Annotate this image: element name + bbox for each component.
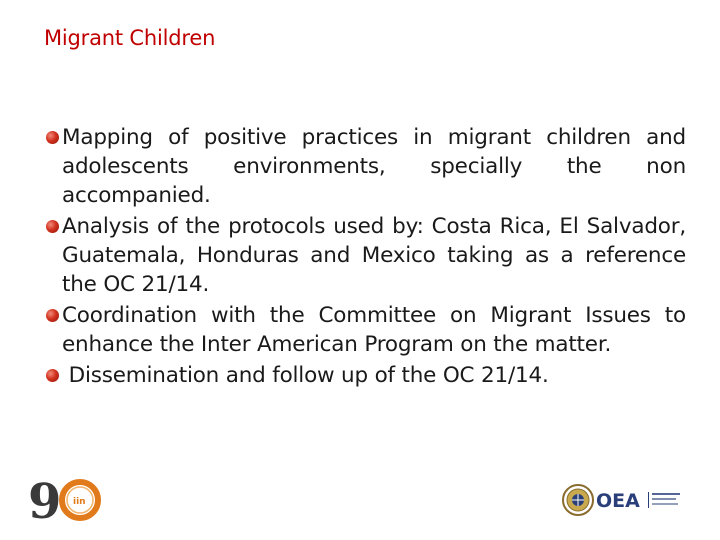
bullet-item bbox=[46, 301, 686, 359]
bullet-dot-icon bbox=[46, 131, 59, 144]
bullet-text: Mapping of positive practices in migrant children and adolescents environments, specially the non accompanied. bbox=[62, 125, 686, 208]
bullet-dot-icon bbox=[46, 220, 59, 233]
bullet-item bbox=[46, 361, 686, 390]
oea-wordmark: OEA bbox=[596, 490, 640, 512]
logo-nine: 9 bbox=[28, 474, 62, 524]
bullet-text: Analysis of the protocols used by: Costa Rica, El Salvador, Guatemala, Honduras and Mexico taking as a reference the OC 21/14. bbox=[62, 214, 686, 297]
bullet-dot-icon bbox=[46, 309, 59, 322]
oea-emblem-icon bbox=[563, 485, 593, 515]
bullet-text: Dissemination and follow up of the OC 21/14. bbox=[62, 363, 549, 388]
slide-title: Migrant Children bbox=[44, 26, 216, 50]
oea-logo bbox=[560, 482, 690, 518]
bullet-text: Coordination with the Committee on Migrant Issues to enhance the Inter American Program on the matter. bbox=[62, 303, 686, 357]
iin-90-anniversary-logo bbox=[28, 474, 108, 524]
bullet-list bbox=[46, 123, 686, 392]
bullet-item bbox=[46, 212, 686, 299]
logo-iin-mark: iin bbox=[73, 497, 86, 507]
bullet-dot-icon bbox=[46, 369, 59, 382]
oea-tagline-mark bbox=[648, 492, 680, 508]
bullet-item bbox=[46, 123, 686, 210]
